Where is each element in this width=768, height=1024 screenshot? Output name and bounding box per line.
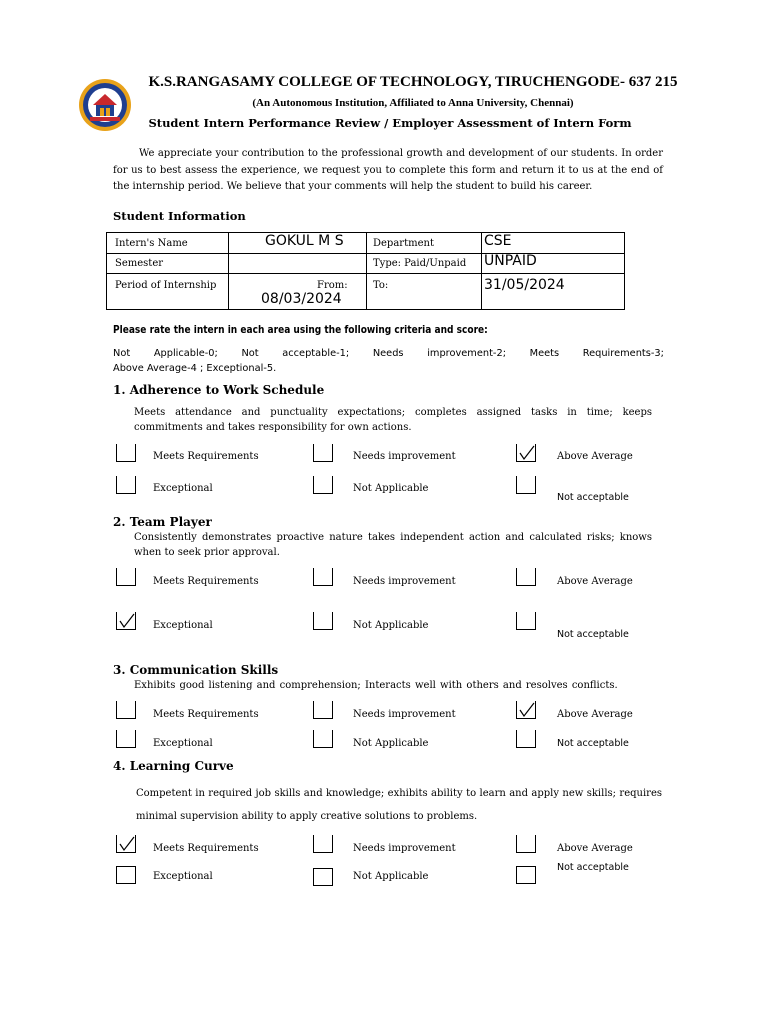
s1-exceptional-label: Exceptional	[153, 483, 213, 494]
s3-above-checkbox[interactable]	[516, 701, 536, 719]
s1-needs-label: Needs improvement	[353, 451, 456, 462]
s3-meets-label: Meets Requirements	[153, 709, 259, 720]
label-period: Period of Internship	[115, 280, 217, 291]
check-mark-icon	[518, 444, 536, 461]
s1-needs-checkbox[interactable]	[313, 444, 333, 462]
label-type: Type: Paid/Unpaid	[373, 258, 467, 269]
scale-line-2: Above Average-4 ; Exceptional-5.	[113, 363, 277, 374]
rating-scale	[113, 346, 664, 376]
s4-needs-label: Needs improvement	[353, 843, 456, 854]
s1-meets-label: Meets Requirements	[153, 451, 259, 462]
s4-needs-checkbox[interactable]	[313, 835, 333, 853]
label-department: Department	[373, 238, 434, 249]
scale-word: Not	[113, 348, 131, 359]
section-4-description: Competent in required job skills and knowledge; exhibits ability to learn and apply new skills; requires minimal supervision ability to apply creative solutions to problems.	[136, 788, 662, 822]
s3-na-checkbox[interactable]	[313, 730, 333, 748]
section-1-title: 1. Adherence to Work Schedule	[113, 383, 325, 397]
label-intern-name: Intern's Name	[115, 238, 188, 249]
s2-notacc-checkbox[interactable]	[516, 612, 536, 630]
s4-exceptional-checkbox[interactable]	[116, 866, 136, 884]
value-from-date[interactable]: 08/03/2024	[261, 291, 342, 307]
scale-word: Not	[241, 348, 259, 359]
intro-paragraph: We appreciate your contribution to the professional growth and development of our students. In order for us to best assess the experience, we request you to complete this form and return it to us at the end of the internship period. We believe that your comments will help the student to build his career.	[113, 148, 663, 192]
s4-notacc-checkbox[interactable]	[516, 866, 536, 884]
college-affiliation: (An Autonomous Institution, Affiliated to Anna University, Chennai)	[252, 97, 574, 109]
value-intern-name[interactable]: GOKUL M S	[265, 233, 344, 249]
s4-above-checkbox[interactable]	[516, 835, 536, 853]
s3-notacc-label: Not acceptable	[557, 738, 629, 749]
college-name: K.S.RANGASAMY COLLEGE OF TECHNOLOGY, TIRUCHENGODE- 637 215	[148, 74, 678, 90]
value-to-date[interactable]: 31/05/2024	[484, 277, 565, 293]
s4-exceptional-label: Exceptional	[153, 871, 213, 882]
section-3-description: Exhibits good listening and comprehension; Interacts well with others and resolves conflicts.	[134, 680, 618, 691]
s3-above-label: Above Average	[557, 709, 633, 720]
s2-notacc-label: Not acceptable	[557, 629, 629, 640]
s2-meets-label: Meets Requirements	[153, 576, 259, 587]
s2-exceptional-checkbox[interactable]	[116, 612, 136, 630]
value-department[interactable]: CSE	[484, 233, 512, 249]
s1-exceptional-checkbox[interactable]	[116, 476, 136, 494]
section-1-description: Meets attendance and punctuality expectations; completes assigned tasks in time; keeps commitments and takes responsibility for own actions.	[134, 407, 652, 433]
s2-needs-label: Needs improvement	[353, 576, 456, 587]
label-to: To:	[373, 280, 389, 291]
section-3-title: 3. Communication Skills	[113, 663, 279, 677]
check-mark-icon	[518, 701, 536, 718]
scale-word: improvement-2;	[427, 348, 506, 359]
s4-above-label: Above Average	[557, 843, 633, 854]
rating-instruction: Please rate the intern in each area using the following criteria and score:	[113, 324, 488, 336]
s1-meets-checkbox[interactable]	[116, 444, 136, 462]
s4-na-label: Not Applicable	[353, 871, 429, 882]
check-mark-icon	[118, 612, 136, 629]
s4-meets-label: Meets Requirements	[153, 843, 259, 854]
s2-above-label: Above Average	[557, 576, 633, 587]
s2-na-label: Not Applicable	[353, 620, 429, 631]
scale-word: Meets	[529, 348, 560, 359]
s3-notacc-checkbox[interactable]	[516, 730, 536, 748]
s1-notacc-checkbox[interactable]	[516, 476, 536, 494]
label-from: From:	[317, 280, 348, 291]
s3-exceptional-checkbox[interactable]	[116, 730, 136, 748]
s3-needs-label: Needs improvement	[353, 709, 456, 720]
s2-na-checkbox[interactable]	[313, 612, 333, 630]
s4-meets-checkbox[interactable]	[116, 835, 136, 853]
scale-word: acceptable-1;	[282, 348, 350, 359]
s1-na-label: Not Applicable	[353, 483, 429, 494]
s2-needs-checkbox[interactable]	[313, 568, 333, 586]
check-mark-icon	[118, 835, 136, 852]
s1-na-checkbox[interactable]	[313, 476, 333, 494]
s3-exceptional-label: Exceptional	[153, 738, 213, 749]
scale-word: Requirements-3;	[582, 348, 664, 359]
section-2-title: 2. Team Player	[113, 515, 212, 529]
section-2-description: Consistently demonstrates proactive nature takes independent action and calculated risks; knows when to seek prior approval.	[134, 532, 652, 558]
label-semester: Semester	[115, 258, 164, 269]
s1-above-checkbox[interactable]	[516, 444, 536, 462]
section-4-title: 4. Learning Curve	[113, 759, 234, 773]
s1-above-label: Above Average	[557, 451, 633, 462]
value-type[interactable]: UNPAID	[484, 253, 537, 269]
student-info-table	[106, 232, 625, 310]
form-title: Student Intern Performance Review / Employer Assessment of Intern Form	[148, 116, 632, 130]
s2-exceptional-label: Exceptional	[153, 620, 213, 631]
scale-word: Needs	[372, 348, 404, 359]
s4-na-checkbox[interactable]	[313, 868, 333, 886]
scale-word: Applicable-0;	[153, 348, 218, 359]
s2-above-checkbox[interactable]	[516, 568, 536, 586]
student-info-heading: Student Information	[113, 209, 246, 223]
s3-meets-checkbox[interactable]	[116, 701, 136, 719]
s2-meets-checkbox[interactable]	[116, 568, 136, 586]
s3-na-label: Not Applicable	[353, 738, 429, 749]
s4-notacc-label: Not acceptable	[557, 862, 629, 873]
s3-needs-checkbox[interactable]	[313, 701, 333, 719]
s1-notacc-label: Not acceptable	[557, 492, 629, 503]
